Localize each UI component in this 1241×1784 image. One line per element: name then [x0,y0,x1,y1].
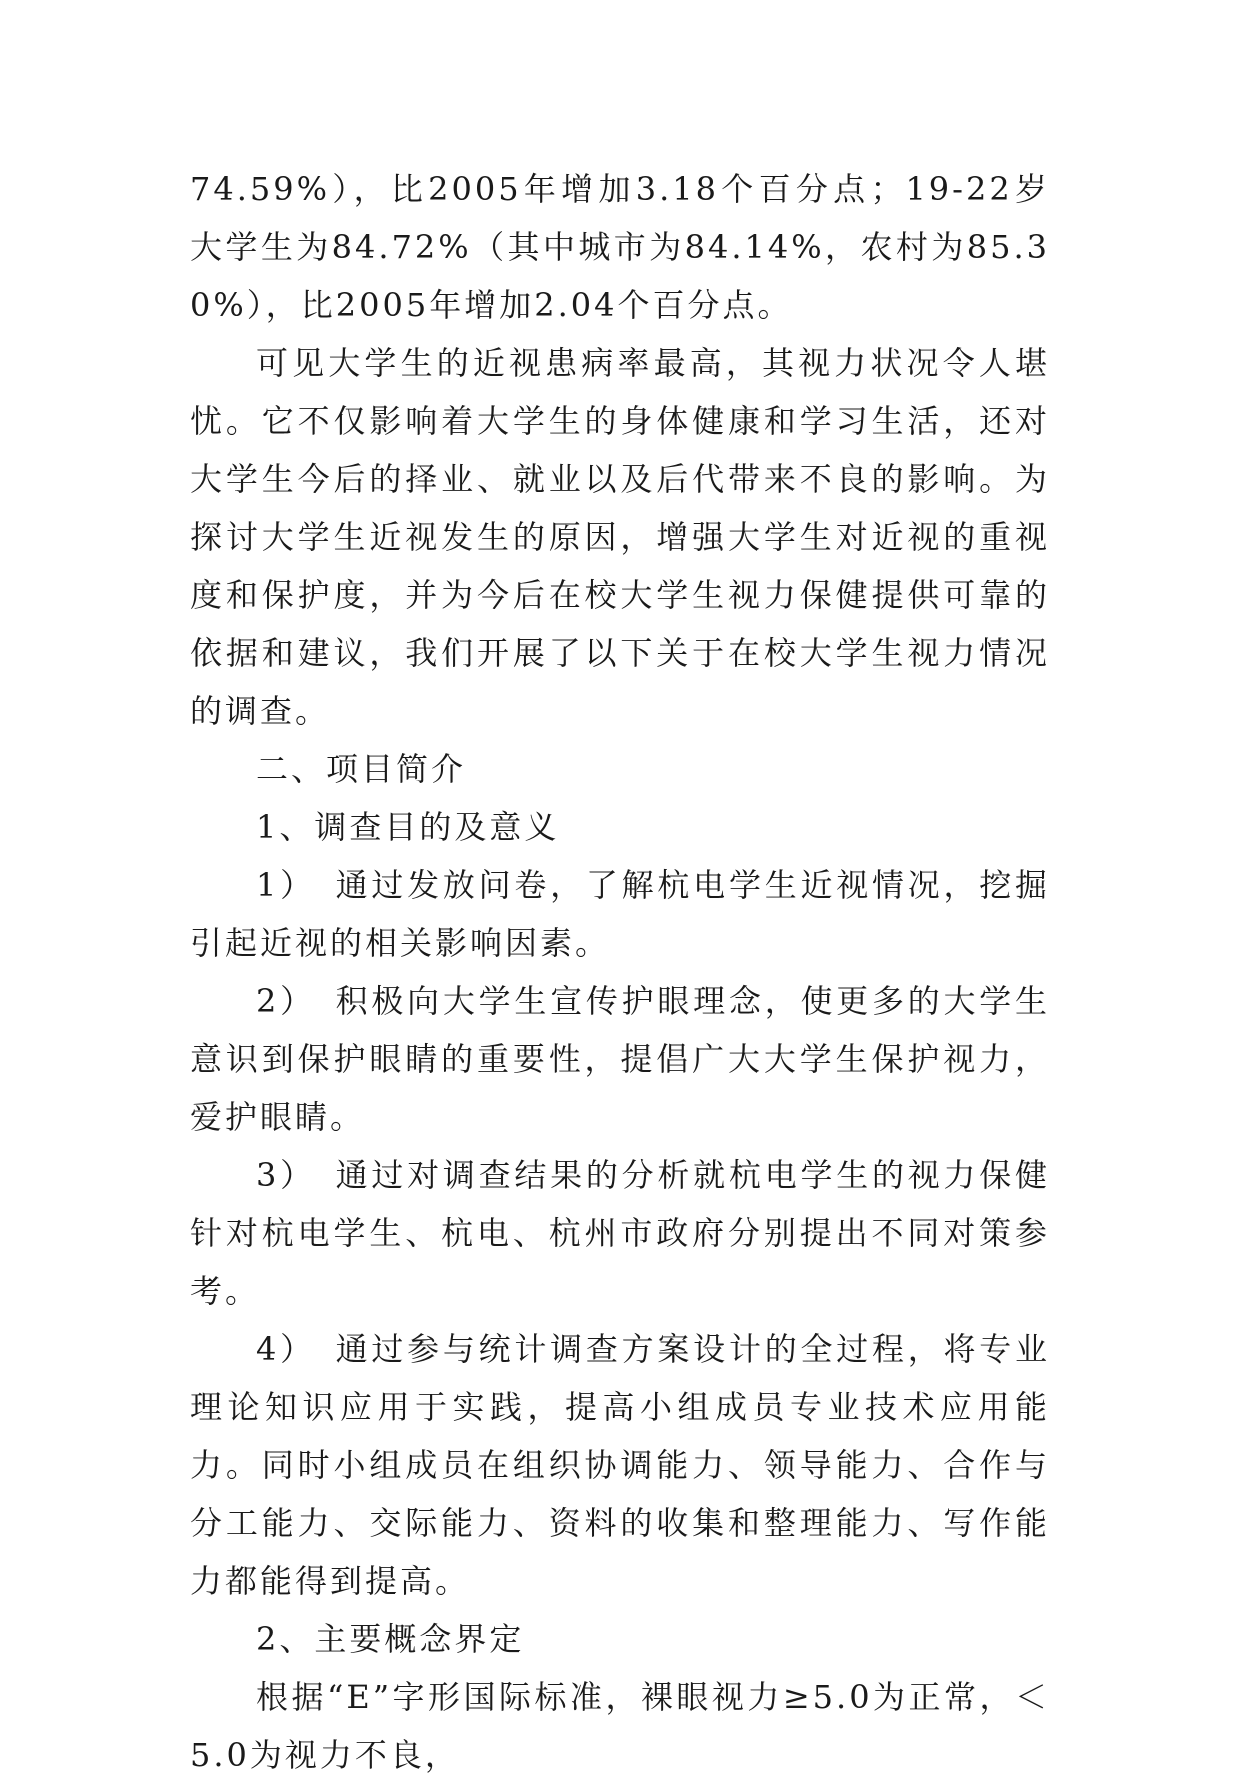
paragraph-statistics-continued: 74.59%），比2005年增加3.18个百分点；19-22岁大学生为84.72%（其中城市为84.14%，农村为85.30%），比2005年增加2.04个百分点。 [190,170,1050,324]
subheading-concepts: 2、主要概念界定 [256,1620,525,1658]
section-heading-project-intro: 二、项目简介 [256,750,467,788]
list-item-4: 4） 通过参与统计调查方案设计的全过程，将专业理论知识应用于实践，提高小组成员专业技术应用能力。同时小组成员在组织协调能力、领导能力、合作与分工能力、交际能力、资料的收集和整理能力、写作能力都能得到提高。 [190,1330,1050,1600]
list-item-3: 3） 通过对调查结果的分析就杭电学生的视力保健针对杭电学生、杭电、杭州市政府分别提出不同对策参考。 [190,1156,1050,1310]
list-item-2: 2） 积极向大学生宣传护眼理念，使更多的大学生意识到保护眼睛的重要性，提倡广大大学生保护视力，爱护眼睛。 [190,982,1050,1136]
paragraph-definition: 根据“E”字形国际标准，裸眼视力≥5.0为正常，＜5.0为视力不良， [190,1678,1050,1774]
subheading-purpose: 1、调查目的及意义 [256,808,560,846]
paragraph-background: 可见大学生的近视患病率最高，其视力状况令人堪忧。它不仅影响着大学生的身体健康和学习生活，还对大学生今后的择业、就业以及后代带来不良的影响。为探讨大学生近视发生的原因，增强大学生对近视的重视度和保护度，并为今后在校大学生视力保健提供可靠的依据和建议，我们开展了以下关于在校大学生视力情况的调查。 [190,344,1050,730]
list-item-1: 1） 通过发放问卷，了解杭电学生近视情况，挖掘引起近视的相关影响因素。 [190,866,1050,962]
body-text [190,160,1050,1784]
